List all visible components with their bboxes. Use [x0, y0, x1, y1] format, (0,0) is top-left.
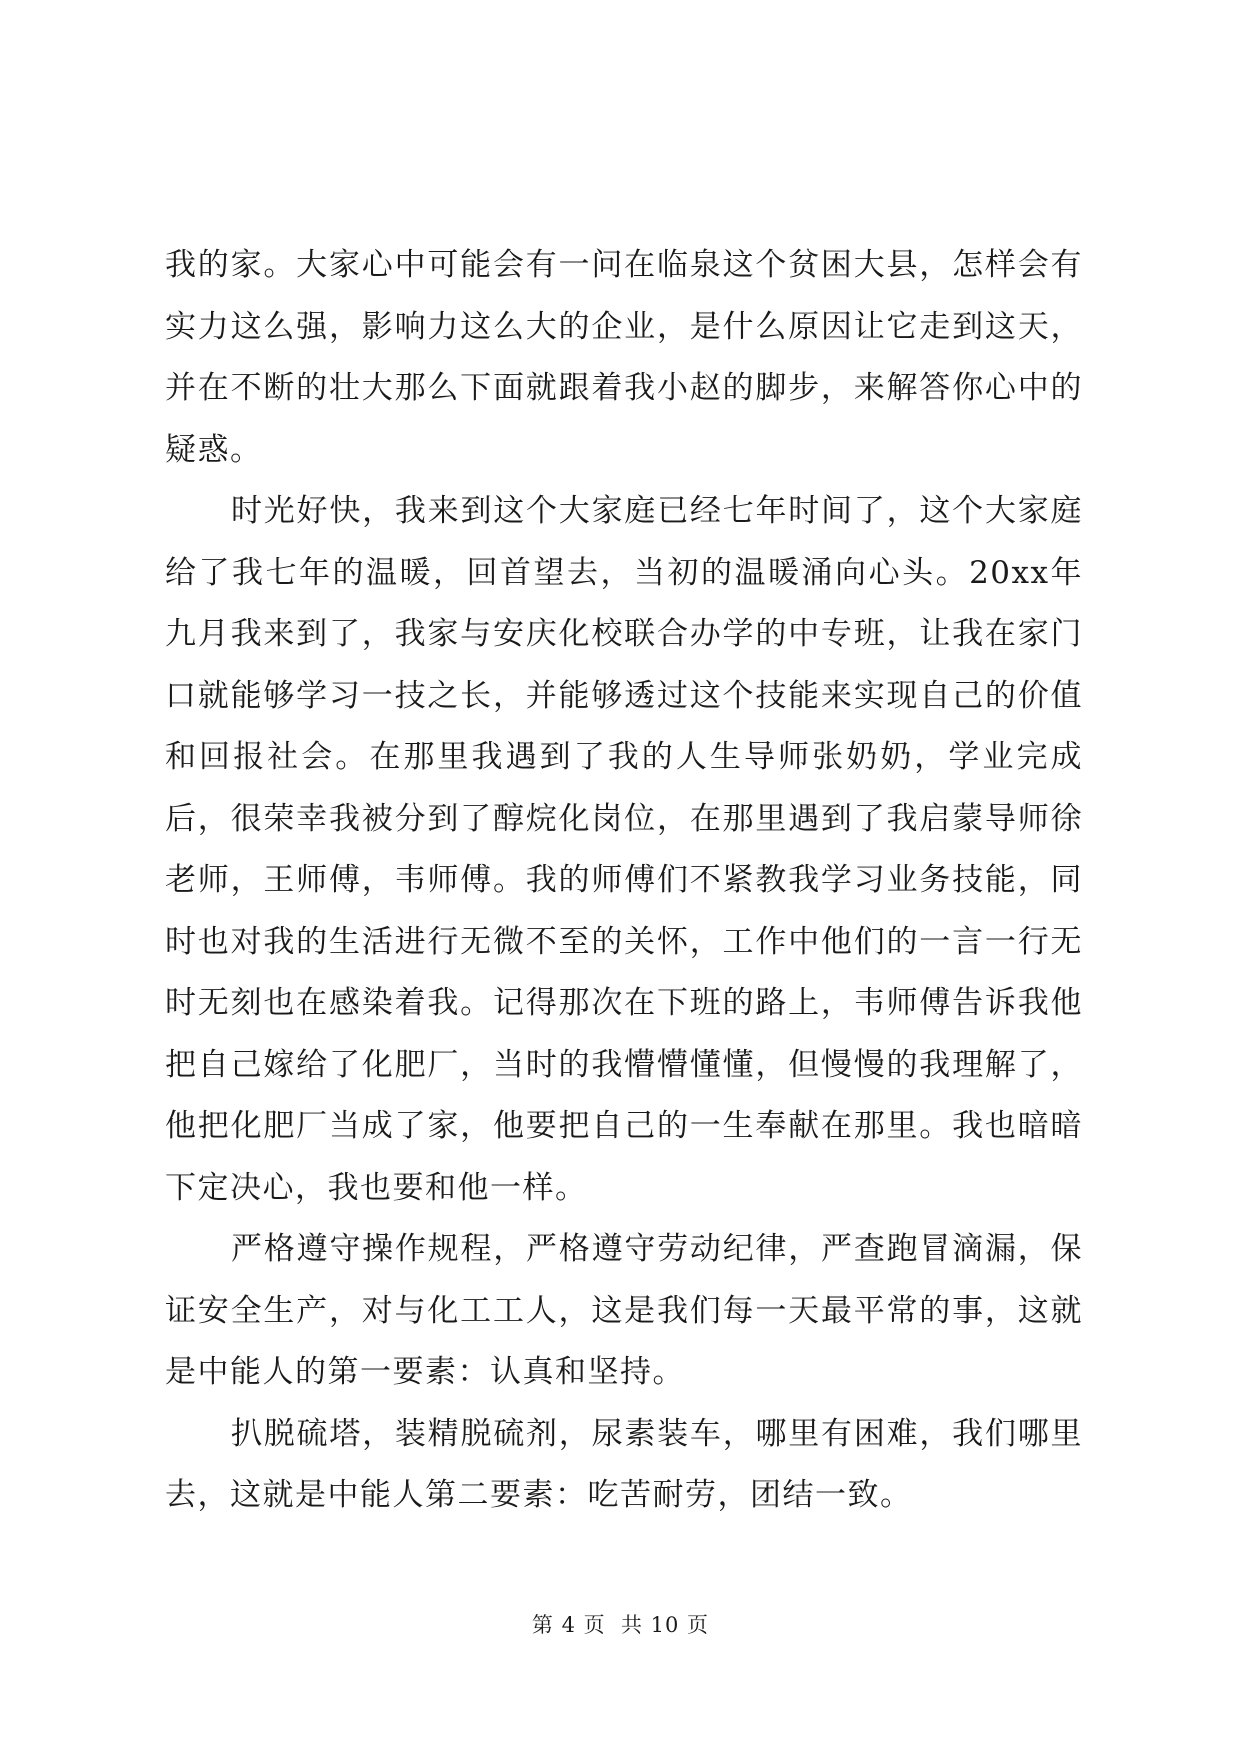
paragraph-4: 扒脱硫塔，装精脱硫剂，尿素装车，哪里有困难，我们哪里去，这就是中能人第二要素：吃苦耐劳，团结一致。 — [165, 1415, 1083, 1513]
paragraph-1: 我的家。大家心中可能会有一问在临泉这个贫困大县，怎样会有实力这么强，影响力这么大的企业，是什么原因让它走到这天，并在不断的壮大那么下面就跟着我小赵的脚步，来解答你心中的疑惑。 — [165, 247, 1083, 468]
page-footer — [0, 1609, 1241, 1639]
paragraph-2: 时光好快，我来到这个大家庭已经七年时间了，这个大家庭给了我七年的温暖，回首望去，当初的温暖涌向心头。20xx年九月我来到了，我家与安庆化校联合办学的中专班，让我在家门口就能够学习一技之长，并能够透过这个技能来实现自己的价值和回报社会。在那里我遇到了我的人生导师张奶奶，学业完成后，很荣幸我被分到了醇烷化岗位，在那里遇到了我启蒙导师徐老师，王师傅，韦师傅。我的师傅们不紧教我学习业务技能，同时也对我的生活进行无微不至的关怀，工作中他们的一言一行无时无刻也在感染着我。记得那次在下班的路上，韦师傅告诉我他把自己嫁给了化肥厂，当时的我懵懵懂懂，但慢慢的我理解了，他把化肥厂当成了家，他要把自己的一生奉献在那里。我也暗暗下定决心，我也要和他一样。 — [165, 493, 1083, 1206]
page-number-label: 第 4 页 共 10 页 — [531, 1613, 710, 1637]
document-body — [165, 235, 1083, 1527]
paragraph-3: 严格遵守操作规程，严格遵守劳动纪律，严查跑冒滴漏，保证安全生产，对与化工工人，这是我们每一天最平常的事，这就是中能人的第一要素：认真和坚持。 — [165, 1231, 1083, 1390]
